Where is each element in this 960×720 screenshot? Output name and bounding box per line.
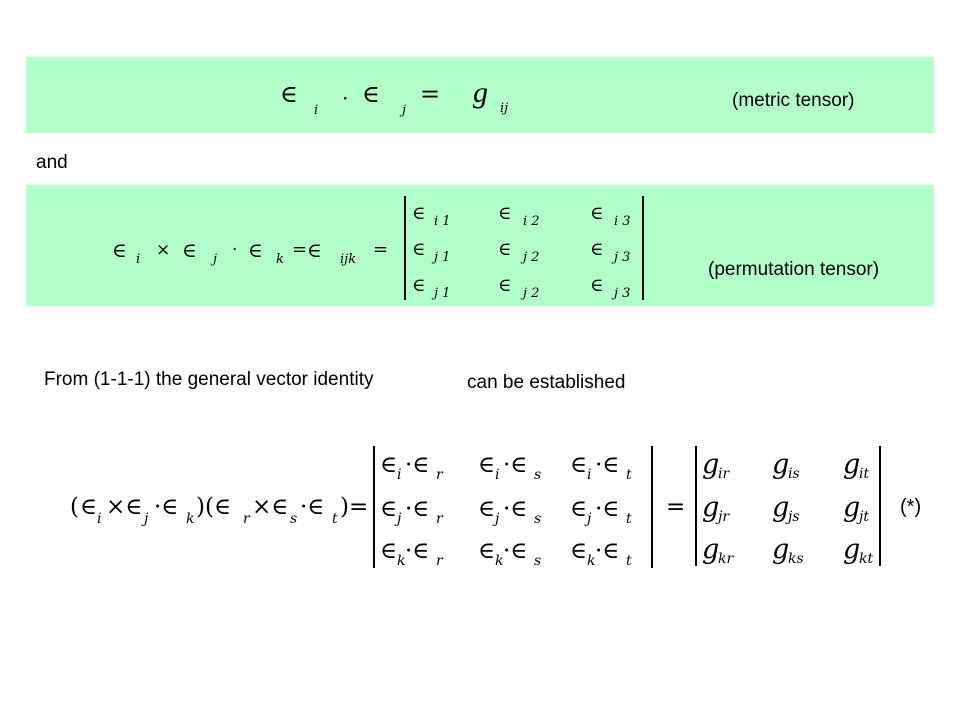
dot-cell-op: ·∈ <box>405 538 430 564</box>
lhs-cross-epsilon-s: ×∈ <box>252 494 289 520</box>
lhs-dot-epsilon-k: ·∈ <box>154 494 179 520</box>
perm-matrix-cell: ∈ <box>498 239 512 260</box>
permutation-tensor-label: (permutation tensor) <box>708 259 880 280</box>
perm-matrix-cell: ∈ <box>590 203 604 224</box>
dot-cell-sub: i <box>495 467 500 483</box>
perm-matrix-cell: ∈ <box>412 275 426 296</box>
dot-cell-op: ·∈ <box>595 496 620 522</box>
lhs-sub-j: j <box>144 511 149 527</box>
lhs-sub-s: s <box>290 511 298 527</box>
dot-cell-sub: j <box>397 511 402 527</box>
dot-cell-op: ·∈ <box>405 452 430 478</box>
g-cell: g <box>702 492 720 523</box>
lhs-epsilon-i: ∈ <box>80 494 98 520</box>
dot-cell-sub: t <box>626 467 632 483</box>
dot-operator: · <box>342 86 349 110</box>
perm-sub-j: j <box>213 252 218 267</box>
subscript-i: i <box>314 103 319 118</box>
g-cell-sub: it <box>859 466 870 482</box>
g-cell: g <box>702 534 720 565</box>
g-matrix-right-bar <box>879 446 881 566</box>
dot-cell-op: ·∈ <box>595 452 620 478</box>
dot-cell-sub: s <box>534 553 542 569</box>
dot-cell-sub: r <box>436 511 443 527</box>
g-cell-sub: jt <box>859 509 869 525</box>
dot-cell-op: ·∈ <box>405 496 430 522</box>
dot-cell: ∈ <box>570 452 588 478</box>
perm-sub-ijk: ijk <box>340 252 357 267</box>
perm-sub-i: i <box>136 252 141 267</box>
lhs-close-equals: )= <box>340 494 369 520</box>
perm-epsilon-ijk: ∈ <box>307 238 322 262</box>
lhs-sub-k: k <box>186 511 195 527</box>
dot-cell-sub: t <box>626 511 632 527</box>
g-cell-sub: ks <box>788 551 804 567</box>
perm-matrix-sub: j 1 <box>434 286 451 301</box>
g-cell-sub: is <box>788 466 800 482</box>
lhs-open-paren: ( <box>70 494 79 520</box>
and-text: and <box>36 152 68 173</box>
identity-equals: = <box>666 494 686 520</box>
perm-sub-k: k <box>276 252 284 267</box>
dot-cell-sub: k <box>495 553 504 569</box>
perm-matrix-cell: ∈ <box>412 239 426 260</box>
dot-cell-sub: k <box>587 553 596 569</box>
g-cell: g <box>772 534 790 565</box>
dot-matrix-left-bar <box>373 446 375 568</box>
perm-matrix-sub: i 1 <box>434 214 451 229</box>
metric-tensor-label: (metric tensor) <box>732 90 855 111</box>
perm-matrix-left-bar <box>404 196 406 300</box>
dot-cell: ∈ <box>570 496 588 522</box>
equals-sign: = <box>420 80 441 108</box>
perm-matrix-cell: ∈ <box>498 275 512 296</box>
cross-operator: × <box>156 240 171 260</box>
perm-equals-1: = <box>292 239 308 260</box>
lhs-dot-epsilon-t: ·∈ <box>300 494 325 520</box>
equation-number-star: (*) <box>900 496 922 518</box>
perm-matrix-cell: ∈ <box>498 203 512 224</box>
dot-cell-sub: k <box>397 553 406 569</box>
dot-cell-op: ·∈ <box>503 452 528 478</box>
perm-matrix-cell: ∈ <box>412 203 426 224</box>
perm-matrix-right-bar <box>642 196 644 300</box>
dot-cell: ∈ <box>478 452 496 478</box>
lhs-paren-epsilon-r: )(∈ <box>196 494 231 520</box>
g-cell: g <box>702 449 720 480</box>
g-cell: g <box>772 449 790 480</box>
perm-matrix-sub: i 3 <box>614 214 631 229</box>
perm-equals-2: = <box>373 239 389 260</box>
lhs-cross-epsilon-j: ×∈ <box>106 494 143 520</box>
g-cell: g <box>843 449 861 480</box>
dot-cell-sub: i <box>587 467 592 483</box>
perm-matrix-sub: j 2 <box>523 250 540 265</box>
dot-cell-op: ·∈ <box>595 538 620 564</box>
dot-cell-sub: t <box>626 553 632 569</box>
lhs-sub-i: i <box>97 511 102 527</box>
perm-epsilon-i: ∈ <box>112 238 127 262</box>
perm-matrix-sub: j 3 <box>614 250 631 265</box>
dot-cell: ∈ <box>570 538 588 564</box>
dot-cell: ∈ <box>478 496 496 522</box>
perm-matrix-sub: j 3 <box>614 286 631 301</box>
g-cell-sub: kr <box>718 551 734 567</box>
epsilon-i: ∈ <box>280 80 298 108</box>
g-cell: g <box>843 534 861 565</box>
perm-matrix-sub: j 1 <box>434 250 451 265</box>
dot-cell: ∈ <box>478 538 496 564</box>
dot-cell: ∈ <box>380 538 398 564</box>
g-cell-sub: ir <box>718 466 730 482</box>
dot-cell-op: ·∈ <box>503 538 528 564</box>
epsilon-j: ∈ <box>362 80 380 108</box>
g-cell: g <box>843 492 861 523</box>
g-symbol: g <box>473 76 488 109</box>
sentence-part2: can be established <box>467 372 626 393</box>
dot-cell-sub: s <box>534 467 542 483</box>
perm-epsilon-j: ∈ <box>182 238 197 262</box>
dot-cell-sub: s <box>534 511 542 527</box>
perm-epsilon-k: ∈ <box>248 238 263 262</box>
dot-cell-sub: j <box>495 511 500 527</box>
perm-dot-operator: · <box>232 240 238 260</box>
g-cell-sub: js <box>788 509 800 525</box>
lhs-sub-t: t <box>332 511 338 527</box>
g-cell-sub: jr <box>718 509 730 525</box>
lhs-sub-r: r <box>243 511 250 527</box>
subscript-j: j <box>402 103 407 118</box>
dot-cell-sub: i <box>397 467 402 483</box>
perm-matrix-cell: ∈ <box>590 239 604 260</box>
perm-matrix-cell: ∈ <box>590 275 604 296</box>
dot-cell: ∈ <box>380 496 398 522</box>
g-matrix-left-bar <box>695 446 697 566</box>
dot-matrix-right-bar <box>651 446 653 568</box>
g-cell: g <box>772 492 790 523</box>
perm-matrix-sub: i 2 <box>523 214 540 229</box>
dot-cell-sub: j <box>587 511 592 527</box>
dot-cell-op: ·∈ <box>503 496 528 522</box>
subscript-ij: ij <box>500 101 509 116</box>
dot-cell-sub: r <box>436 553 443 569</box>
dot-cell: ∈ <box>380 452 398 478</box>
perm-matrix-sub: j 2 <box>523 286 540 301</box>
g-cell-sub: kt <box>859 551 874 567</box>
dot-cell-sub: r <box>436 467 443 483</box>
sentence-part1: From (1-1-1) the general vector identity <box>44 369 374 390</box>
